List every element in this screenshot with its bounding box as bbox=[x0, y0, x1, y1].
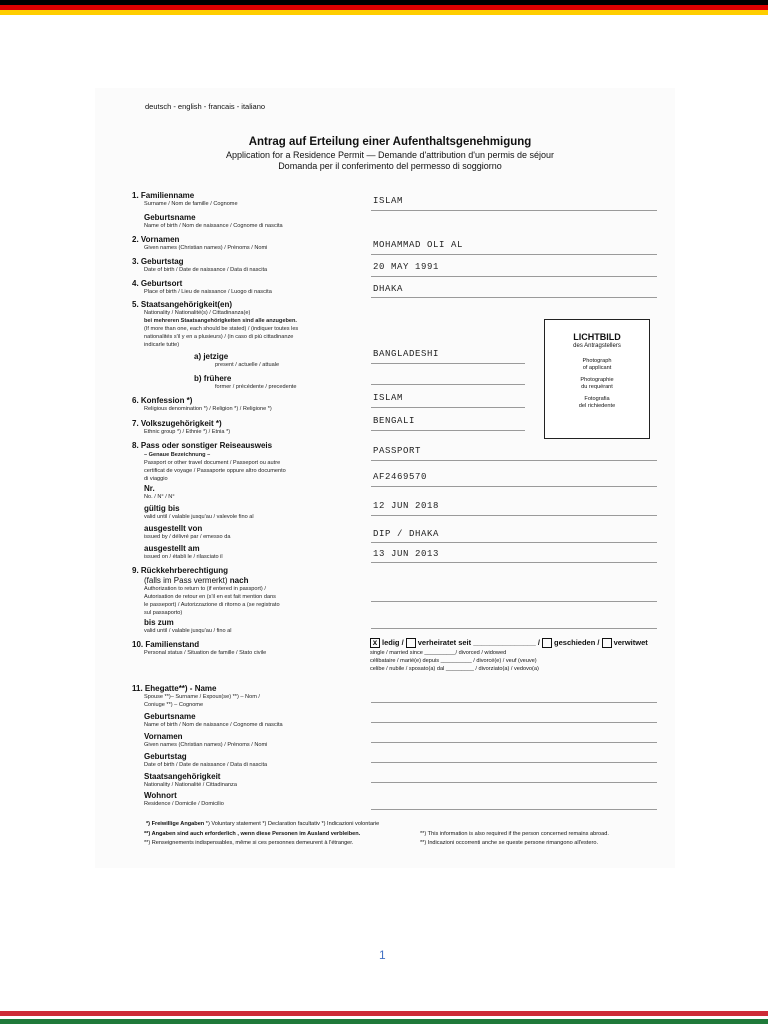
spouse-nationality-label: Staatsangehörigkeit bbox=[144, 772, 221, 781]
spouse-residence-field-line[interactable] bbox=[371, 809, 657, 810]
photo-subtitle: des Antragstellers bbox=[573, 343, 621, 349]
place-of-birth-sublabel: Place of birth / Lieu de naissance / Luogo di nascita bbox=[144, 289, 272, 295]
spouse-birth-name-field-line[interactable] bbox=[371, 722, 657, 723]
current-nationality-value[interactable]: BANGLADESHI bbox=[373, 349, 440, 359]
divorced-checkbox[interactable] bbox=[542, 638, 552, 648]
return-authorization-label: 9. Rückkehrberechtigung bbox=[132, 566, 229, 575]
place-of-birth-value[interactable]: DHAKA bbox=[373, 284, 404, 294]
footnote-required-it: **) Indicazioni occorrenti anche se queste persone rimangono all'estero. bbox=[420, 840, 598, 846]
marital-status-english: single / married since __________/ divorced / widowed bbox=[370, 650, 507, 656]
birth-name-label: Geburtsname bbox=[144, 213, 196, 222]
date-of-birth-value[interactable]: 20 MAY 1991 bbox=[373, 262, 440, 272]
return-authorization-nach: nach bbox=[229, 576, 249, 585]
issued-on-value[interactable]: 13 JUN 2013 bbox=[373, 549, 440, 559]
photo-caption-it-1: Fotografia bbox=[584, 396, 610, 402]
religion-field-line bbox=[371, 407, 525, 408]
spouse-residence-sublabel: Residence / Domicile / Domicilio bbox=[144, 801, 224, 807]
ethnic-group-sublabel: Ethnic group *) / Ethnie *) / Etnia *) bbox=[144, 429, 231, 435]
religion-sublabel: Religious denomination *) / Religion *) / Religione *) bbox=[144, 406, 272, 412]
marital-status-french: célibataire / marié(e) depuis __________ / divorcé(e) / veuf (veuve) bbox=[370, 658, 537, 664]
footnote-voluntary bbox=[146, 821, 379, 827]
place-of-birth-label: 4. Geburtsort bbox=[132, 279, 183, 288]
spouse-birth-name-label: Geburtsname bbox=[144, 712, 196, 721]
return-authorization-sublabel-2: Autorisation de retour en (s'il en est fait mention dans bbox=[144, 594, 276, 600]
spouse-dob-label: Geburtstag bbox=[144, 752, 187, 761]
surname-value[interactable]: ISLAM bbox=[373, 196, 404, 206]
photo-caption-en-1: Photograph bbox=[582, 358, 612, 364]
marital-status-label: 10. Familienstand bbox=[132, 640, 200, 649]
issued-by-label: ausgestellt von bbox=[144, 524, 203, 533]
passport-number-field-line bbox=[371, 486, 657, 487]
footnote-voluntary-other: *) Voluntary statement *) Declaration facultativ *) Indicazioni volontarie bbox=[204, 821, 380, 827]
nationality-label: 5. Staatsangehörigkeit(en) bbox=[132, 300, 233, 309]
footnote-required-en: **) This information is also required if the person concerned remains abroad. bbox=[420, 831, 609, 837]
given-names-label: 2. Vornamen bbox=[132, 235, 180, 244]
surname-label: 1. Familienname bbox=[132, 191, 195, 200]
given-names-sublabel: Given names (Christian names) / Prénoms / Nomi bbox=[144, 245, 268, 251]
passport-sublabel-2: Passport or other travel document / Passeport ou autre bbox=[144, 460, 281, 466]
date-of-birth-field-line bbox=[371, 276, 657, 277]
form-subtitle-2: Domanda per il conferimento del permesso di soggiorno bbox=[278, 161, 502, 171]
photo-box[interactable] bbox=[544, 319, 650, 439]
married-checkbox[interactable] bbox=[406, 638, 416, 648]
return-valid-until-sublabel: valid until / valable jusqu'au / fino al bbox=[144, 628, 232, 634]
issued-on-field-line bbox=[371, 562, 657, 563]
photo-title: LICHTBILD bbox=[573, 332, 621, 342]
given-names-field-line bbox=[371, 254, 657, 255]
marital-status-options bbox=[370, 638, 648, 648]
passport-type-field-line bbox=[371, 460, 657, 461]
residence-permit-form bbox=[95, 88, 675, 868]
issued-by-value[interactable]: DIP / DHAKA bbox=[373, 529, 440, 539]
photo-caption-fr bbox=[545, 377, 649, 391]
spouse-name-label: 11. Ehegatte**) - Name bbox=[132, 684, 217, 693]
place-of-birth-field-line bbox=[371, 297, 657, 298]
form-subtitle-1: Application for a Residence Permit — Demande d'attribution d'un permis de séjour bbox=[225, 150, 555, 160]
return-authorization-condition: (falls im Pass vermerkt) bbox=[144, 576, 230, 585]
top-flag-band bbox=[0, 0, 768, 15]
spouse-dob-sublabel: Date of birth / Date de naissance / Data di nascita bbox=[144, 762, 268, 768]
date-of-birth-label: 3. Geburtstag bbox=[132, 257, 184, 266]
footnote-voluntary-de: *) Freiwillige Angaben bbox=[146, 821, 205, 827]
issued-by-sublabel: issued by / délivré par / emesso da bbox=[144, 534, 231, 540]
divorced-option: geschieden / bbox=[554, 638, 600, 647]
languages-line: deutsch - english - francais - italiano bbox=[145, 102, 266, 111]
passport-type-value[interactable]: PASSPORT bbox=[373, 446, 422, 456]
return-authorization-sublabel-4: sul passaporto) bbox=[144, 610, 183, 616]
return-valid-until-label: bis zum bbox=[144, 618, 174, 627]
passport-label: 8. Pass oder sonstiger Reiseausweis bbox=[132, 441, 273, 450]
spouse-given-names-field-line[interactable] bbox=[371, 742, 657, 743]
ethnic-group-value[interactable]: BENGALI bbox=[373, 416, 416, 426]
married-option: verheiratet seit _______________ / bbox=[417, 638, 540, 647]
nationality-sublabel-5: indicarle tutte) bbox=[144, 342, 180, 348]
former-nationality-field-line bbox=[371, 384, 525, 385]
religion-value[interactable]: ISLAM bbox=[373, 393, 404, 403]
spouse-nationality-sublabel: Nationality / Nationalité / Cittadinanza bbox=[144, 782, 237, 788]
passport-sublabel-3: certificat de voyage / Passaporte oppure altro documento bbox=[144, 468, 286, 474]
return-authorization-field-line[interactable] bbox=[371, 601, 657, 602]
valid-until-value[interactable]: 12 JUN 2018 bbox=[373, 501, 440, 511]
current-nationality-sublabel: present / actuelle / attuale bbox=[215, 362, 280, 368]
nationality-sublabel-4: nationalités s'il y en a plusieurs) / (in caso di più cittadinanze bbox=[144, 334, 294, 340]
return-authorization-sublabel-3: le passeport) / Autorizzazione di ritorno a (se registrato bbox=[144, 602, 280, 608]
current-nationality-label: a) jetzige bbox=[194, 352, 229, 361]
footnote-required-fr: **) Renseignements indispensables, même si ces personnes demeurent à l'étranger. bbox=[144, 840, 354, 846]
single-option: ledig / bbox=[382, 638, 404, 647]
spouse-given-names-label: Vornamen bbox=[144, 732, 183, 741]
passport-sublabel-1: – Genaue Bezeichnung – bbox=[144, 452, 211, 458]
valid-until-field-line bbox=[371, 515, 657, 516]
return-authorization-sublabel-1: Authorization to return to (if entered in passport) / bbox=[144, 586, 266, 592]
nationality-sublabel-3: (If more than one, each should be stated) / (indiquer toutes les bbox=[144, 326, 299, 332]
passport-number-sublabel: No. / N° / N° bbox=[144, 494, 175, 500]
spouse-residence-label: Wohnort bbox=[144, 791, 177, 800]
single-checkbox[interactable]: x bbox=[370, 638, 380, 648]
passport-number-label: Nr. bbox=[144, 484, 155, 493]
photo-caption-it-2: del richiedente bbox=[578, 403, 616, 409]
photo-caption-fr-2: du requérant bbox=[581, 384, 613, 390]
former-nationality-label: b) frühere bbox=[194, 374, 232, 383]
photo-caption-fr-1: Photographie bbox=[580, 377, 614, 383]
spouse-name-field-line[interactable] bbox=[371, 702, 657, 703]
passport-number-value[interactable]: AF2469570 bbox=[373, 472, 428, 482]
bottom-flag-band bbox=[0, 1011, 768, 1024]
spouse-given-names-sublabel: Given names (Christian names) / Prénoms / Nomi bbox=[144, 742, 268, 748]
photo-caption-en-2: of applicant bbox=[582, 365, 612, 371]
nationality-sublabel-1: Nationality / Nationalité(s) / Cittadinanza(e) bbox=[144, 310, 251, 316]
valid-until-label: gültig bis bbox=[144, 504, 180, 513]
spouse-name-sublabel-1: Spouse **)– Surname / Expoux(se) **) – Nom / bbox=[144, 694, 260, 700]
current-nationality-field-line bbox=[371, 363, 525, 364]
flag-stripe-gold bbox=[0, 10, 768, 15]
passport-sublabel-4: di viaggio bbox=[144, 476, 168, 482]
spouse-birth-name-sublabel: Name of birth / Nom de naissance / Cognome di nascita bbox=[144, 722, 283, 728]
surname-field-line bbox=[371, 210, 657, 211]
spouse-dob-field-line[interactable] bbox=[371, 762, 657, 763]
date-of-birth-sublabel: Date of birth / Date de naissance / Data di nascita bbox=[144, 267, 268, 273]
religion-label: 6. Konfession *) bbox=[132, 396, 193, 405]
form-title: Antrag auf Erteilung einer Aufenthaltsgenehmigung bbox=[248, 136, 532, 148]
ethnic-group-label: 7. Volkszugehörigkeit *) bbox=[132, 419, 222, 428]
given-names-value[interactable]: MOHAMMAD OLI AL bbox=[373, 240, 464, 250]
issued-by-field-line bbox=[371, 542, 657, 543]
spouse-name-sublabel-2: Coniuge **) – Cognome bbox=[144, 702, 204, 708]
footnote-required-de: **) Angaben sind auch erforderlich , wenn diese Personen im Ausland verbleiben. bbox=[144, 831, 361, 837]
issued-on-sublabel: issued on / établi le / rilasciato il bbox=[144, 554, 223, 560]
ethnic-group-field-line bbox=[371, 430, 525, 431]
flag-stripe-green-bottom bbox=[0, 1019, 768, 1024]
surname-sublabel: Surname / Nom de famille / Cognome bbox=[144, 201, 238, 207]
marital-status-italian: celibe / nubile / sposato(a) dal _________ / divorziato(a) / vedovo(a) bbox=[370, 666, 539, 672]
photo-caption-en bbox=[545, 358, 649, 372]
page-number: 1 bbox=[379, 948, 386, 962]
marital-status-sublabel: Personal status / Situation de famille / Stato civile bbox=[144, 650, 267, 656]
nationality-sublabel-2: bei mehreren Staatsangehörigkeiten sind alle anzugeben. bbox=[144, 318, 297, 324]
return-valid-until-field-line[interactable] bbox=[371, 628, 657, 629]
spouse-nationality-field-line[interactable] bbox=[371, 782, 657, 783]
birth-name-sublabel: Name of birth / Nom de naissance / Cognome di nascita bbox=[144, 223, 283, 229]
widowed-option: verwitwet bbox=[613, 638, 648, 647]
former-nationality-sublabel: former / précédente / precedente bbox=[215, 384, 297, 390]
photo-caption-it bbox=[545, 396, 649, 410]
valid-until-sublabel: valid until / valable jusqu'au / valevole fino al bbox=[144, 514, 254, 520]
return-authorization-label-2 bbox=[144, 576, 248, 585]
issued-on-label: ausgestellt am bbox=[144, 544, 200, 553]
widowed-checkbox[interactable] bbox=[602, 638, 612, 648]
